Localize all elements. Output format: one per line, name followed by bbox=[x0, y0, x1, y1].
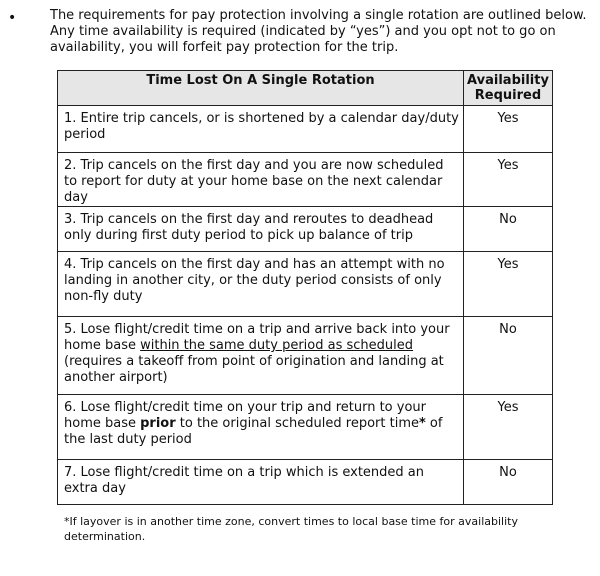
row-availability: No bbox=[464, 207, 553, 252]
table-row bbox=[58, 395, 553, 460]
bullet-marker: • bbox=[8, 10, 17, 26]
row-availability: Yes bbox=[464, 252, 553, 317]
row-description: 2. Trip cancels on the first day and you are now scheduled to report for duty at your home base on the next calendar day bbox=[58, 153, 464, 207]
intro-paragraph: The requirements for pay protection involving a single rotation are outlined below. Any time availability is required (indicated by “yes”) and you opt not to go on availability, you will forfeit pay protection for the trip. bbox=[50, 8, 587, 55]
row-availability: No bbox=[464, 317, 553, 395]
row-description-asterisk: * bbox=[418, 416, 426, 431]
row-description-underlined: within the same duty period as scheduled bbox=[140, 338, 414, 353]
row-description-text: of the last duty period bbox=[64, 416, 443, 447]
table-row bbox=[58, 106, 553, 153]
row-description-bold: prior bbox=[140, 416, 176, 431]
row-description-text: (requires a takeoff from point of origination and landing at another airport) bbox=[64, 354, 444, 385]
table-row bbox=[58, 317, 553, 395]
header-availability: Availability Required bbox=[464, 71, 553, 106]
row-availability: No bbox=[464, 460, 553, 505]
row-availability: Yes bbox=[464, 395, 553, 460]
row-description: 7. Lose flight/credit time on a trip which is extended an extra day bbox=[58, 460, 464, 505]
row-description bbox=[58, 317, 464, 395]
header-time-lost: Time Lost On A Single Rotation bbox=[58, 71, 464, 106]
row-description bbox=[58, 395, 464, 460]
table-row bbox=[58, 207, 553, 252]
footnote: *If layover is in another time zone, convert times to local base time for availability determination. bbox=[64, 515, 518, 543]
table-row bbox=[58, 252, 553, 317]
table-row bbox=[58, 153, 553, 207]
row-description: 4. Trip cancels on the first day and has an attempt with no landing in another city, or the duty period consists of only non-fly duty bbox=[58, 252, 464, 317]
row-description-text: 6. Lose flight/credit time on your trip and return to your home base bbox=[64, 400, 426, 431]
row-availability: Yes bbox=[464, 153, 553, 207]
row-description: 1. Entire trip cancels, or is shortened by a calendar day/duty period bbox=[58, 106, 464, 153]
row-description-text: 5. Lose flight/credit time on a trip and arrive back into your home base bbox=[64, 322, 450, 353]
row-availability: Yes bbox=[464, 106, 553, 153]
row-description: 3. Trip cancels on the first day and reroutes to deadhead only during first duty period to pick up balance of trip bbox=[58, 207, 464, 252]
row-description-text: to the original scheduled report time bbox=[175, 416, 419, 431]
pay-protection-table bbox=[57, 70, 553, 505]
table-row bbox=[58, 460, 553, 505]
